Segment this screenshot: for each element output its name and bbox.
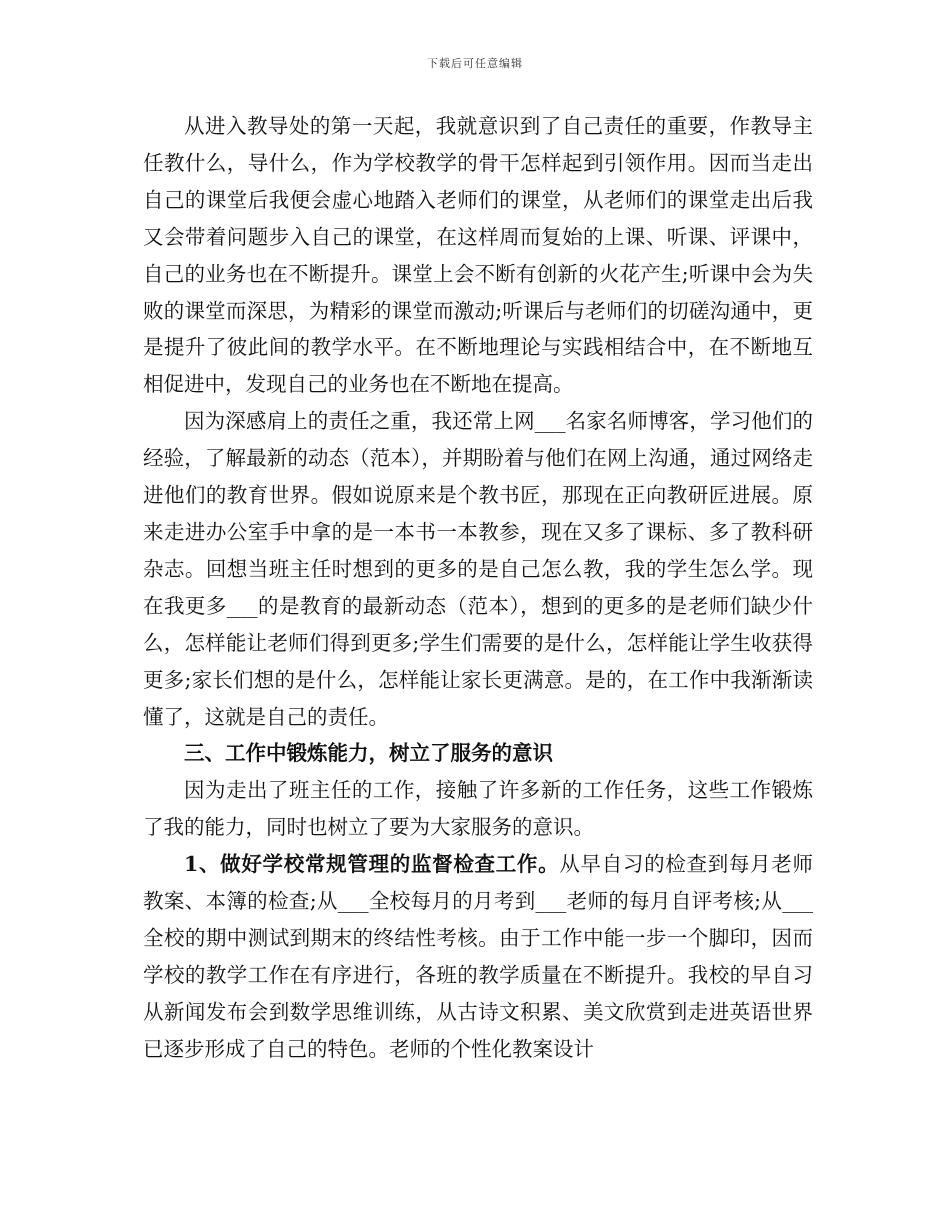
page-header: 下载后可任意编辑 — [427, 57, 523, 70]
paragraph-4-lead: 1、做好学校常规管理的监督检查工作。 — [184, 852, 560, 877]
document-body — [143, 108, 813, 1068]
paragraph-4 — [143, 846, 813, 1067]
paragraph-1: 从进入教导处的第一天起，我就意识到了自己责任的重要，作教导主任教什么，导什么，作为学校教学的骨干怎样起到引领作用。因而当走出自己的课堂后我便会虚心地踏入老师们的课堂，从老师们的课堂走出后我又会带着问题步入自己的课堂，在这样周而复始的上课、听课、评课中，自己的业务也在不断提升。课堂上会不断有创新的火花产生;听课中会为失败的课堂而深思，为精彩的课堂而激动;听课后与老师们的切磋沟通中，更是提升了彼此间的教学水平。在不断地理论与实践相结合中，在不断地互相促进中，发现自己的业务也在不断地在提高。 — [143, 114, 813, 397]
section-heading-3: 三、工作中锻炼能力，树立了服务的意识 — [184, 741, 553, 766]
paragraph-3: 因为走出了班主任的工作，接触了许多新的工作任务，这些工作锻炼了我的能力，同时也树立了要为大家服务的意识。 — [143, 778, 813, 840]
paragraph-4-text: 从早自习的检查到每月老师教案、本簿的检查;从___全校每月的月考到___老师的每月自评考核;从___全校的期中测试到期末的终结性考核。由于工作中能一步一个脚印，因而学校的教学工作在有序进行，各班的教学质量在不断提升。我校的早自习从新闻发布会到数学思维训练，从古诗文积累、美文欣赏到走进英语世界已逐步形成了自己的特色。老师的个性化教案设计 — [143, 852, 814, 1061]
paragraph-2: 因为深感肩上的责任之重，我还常上网___名家名师博客，学习他们的经验，了解最新的动态（范本），并期盼着与他们在网上沟通，通过网络走进他们的教育世界。假如说原来是个教书匠，那现在正向教研匠进展。原来走进办公室手中拿的是一本书一本教参，现在又多了课标、多了教科研杂志。回想当班主任时想到的更多的是自己怎么教，我的学生怎么学。现在我更多___的是教育的最新动态（范本），想到的更多的是老师们缺少什么，怎样能让老师们得到更多;学生们需要的是什么，怎样能让学生收获得更多;家长们想的是什么，怎样能让家长更满意。是的，在工作中我渐渐读懂了，这就是自己的责任。 — [143, 409, 813, 729]
